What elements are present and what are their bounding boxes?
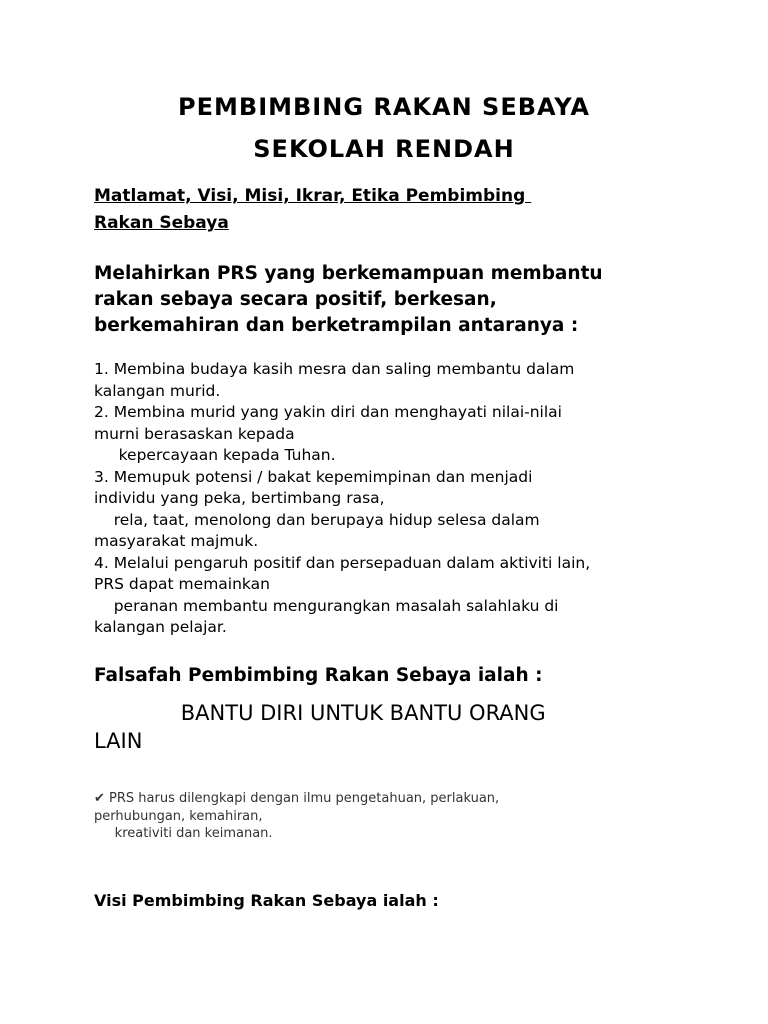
note-line: ✔ PRS harus dilengkapi dengan ilmu pengetahuan, perlakuan,: [94, 791, 500, 806]
subtitle-line: Matlamat, Visi, Misi, Ikrar, Etika Pembimbing: [94, 186, 532, 206]
motto-line: BANTU DIRI UNTUK BANTU ORANG: [94, 701, 546, 725]
objective-line: peranan membantu mengurangkan masalah salahlaku di: [94, 596, 559, 615]
intro-paragraph: [94, 261, 714, 339]
note-line: kreativiti dan keimanan.: [94, 826, 273, 841]
objective-line: kalangan pelajar.: [94, 618, 227, 636]
document-title-line-2: SEKOLAH RENDAH: [253, 135, 515, 163]
objective-line: PRS dapat memainkan: [94, 575, 270, 593]
objective-line: kalangan murid.: [94, 381, 221, 400]
section-subtitle: [94, 183, 654, 237]
motto-line: LAIN: [94, 729, 143, 753]
objective-line: kepercayaan kepada Tuhan.: [94, 446, 336, 464]
document-title-line-1: PEMBIMBING RAKAN SEBAYA: [178, 93, 590, 121]
objective-line: 4. Melalui pengaruh positif dan persepaduan dalam aktiviti lain,: [94, 553, 591, 572]
visi-heading: Visi Pembimbing Rakan Sebaya ialah :: [94, 891, 439, 910]
objective-line: 3. Memupuk potensi / bakat kepemimpinan dan menjadi: [94, 467, 533, 486]
intro-line: Melahirkan PRS yang berkemampuan membantu: [94, 263, 603, 284]
objective-line: masyarakat majmuk.: [94, 532, 259, 550]
intro-line: rakan sebaya secara positif, berkesan,: [94, 289, 497, 310]
intro-line: berkemahiran dan berketrampilan antaranya :: [94, 315, 579, 336]
checkmark-note: [94, 790, 654, 843]
objective-line: 2. Membina murid yang yakin diri dan menghayati nilai-nilai: [94, 403, 562, 421]
objective-line: 1. Membina budaya kasih mesra dan saling membantu dalam: [94, 360, 575, 378]
objectives-list: [94, 359, 714, 639]
motto-text: [94, 699, 694, 755]
subtitle-line: Rakan Sebaya: [94, 213, 229, 233]
objective-line: rela, taat, menolong dan berupaya hidup selesa dalam: [94, 510, 540, 529]
falsafah-heading: Falsafah Pembimbing Rakan Sebaya ialah :: [94, 665, 543, 686]
note-line: perhubungan, kemahiran,: [94, 808, 263, 824]
objective-line: murni berasaskan kepada: [94, 424, 295, 443]
objective-line: individu yang peka, bertimbang rasa,: [94, 489, 385, 507]
